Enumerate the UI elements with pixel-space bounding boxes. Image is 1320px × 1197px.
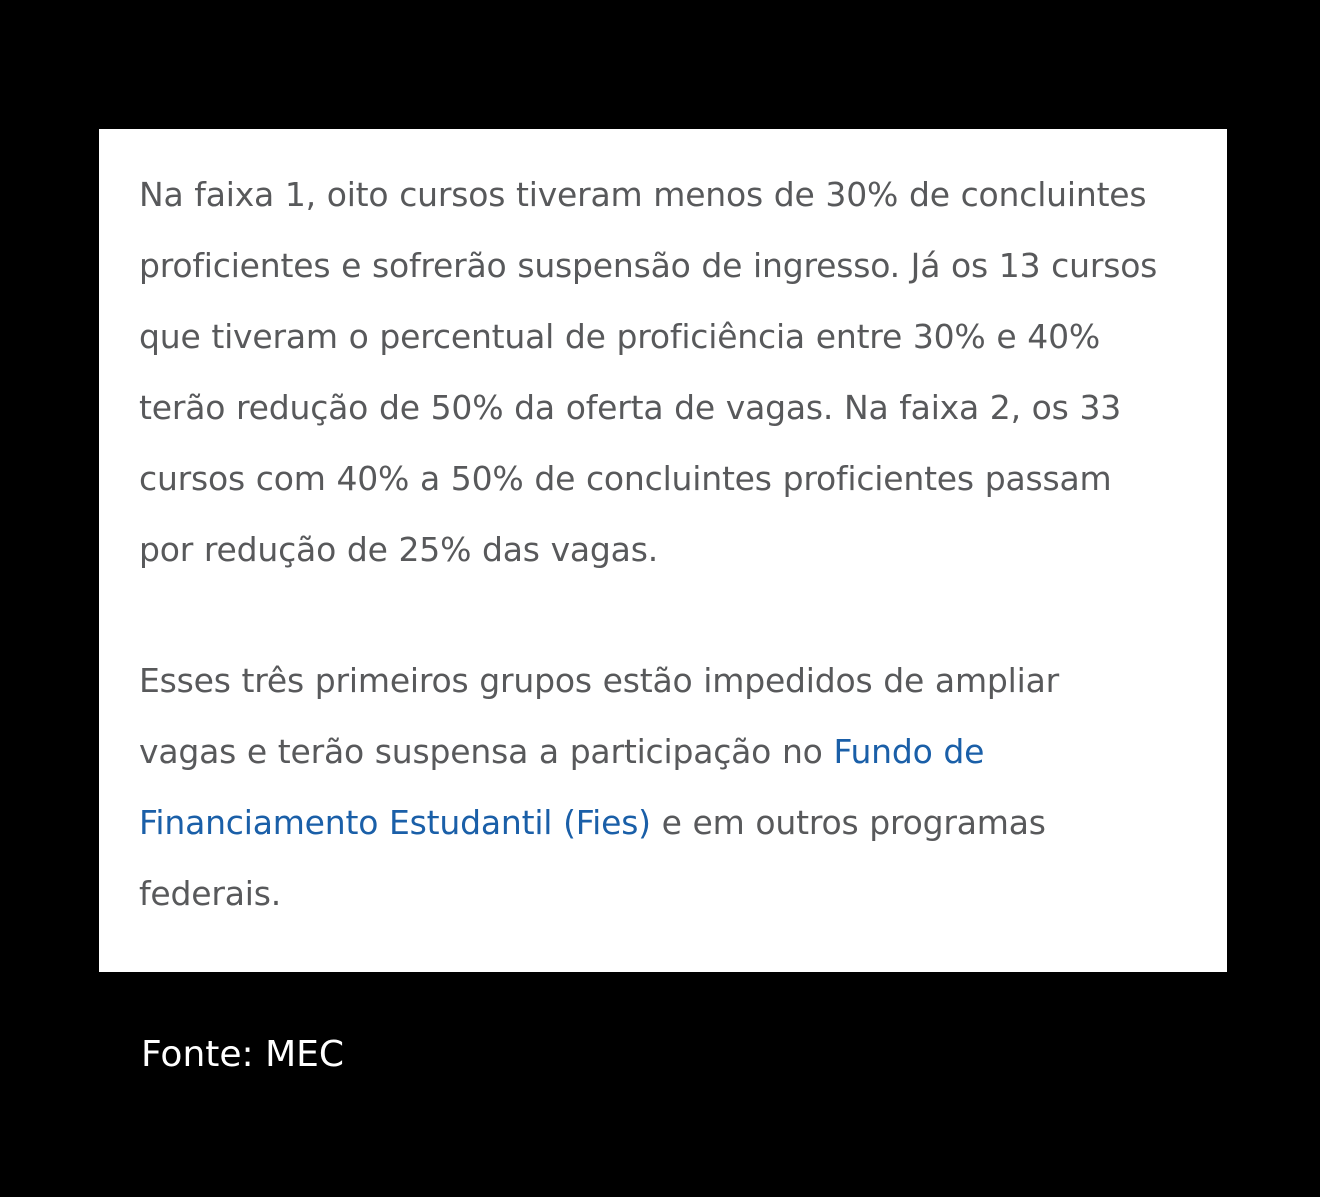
paragraph-restricoes (139, 645, 1165, 929)
source-caption: Fonte: MEC (141, 1034, 345, 1075)
article-text-card (99, 129, 1227, 972)
fies-link[interactable]: Fundo de Financiamento Estudantil (Fies) (139, 732, 985, 842)
paragraph-restricoes-text-after: e em outros programas federais. (139, 803, 1046, 913)
paragraph-restricoes-text-before: Esses três primeiros grupos estão impedidos de ampliar vagas e terão suspensa a participação no (139, 661, 1059, 771)
paragraph-faixas: Na faixa 1, oito cursos tiveram menos de 30% de concluintes proficientes e sofrerão suspensão de ingresso. Já os 13 cursos que tiveram o percentual de proficiência entre 30% e 40% terão redução de 50% da oferta de vagas. Na faixa 2, os 33 cursos com 40% a 50% de concluintes proficientes passam por redução de 25% das vagas. (139, 175, 1158, 569)
